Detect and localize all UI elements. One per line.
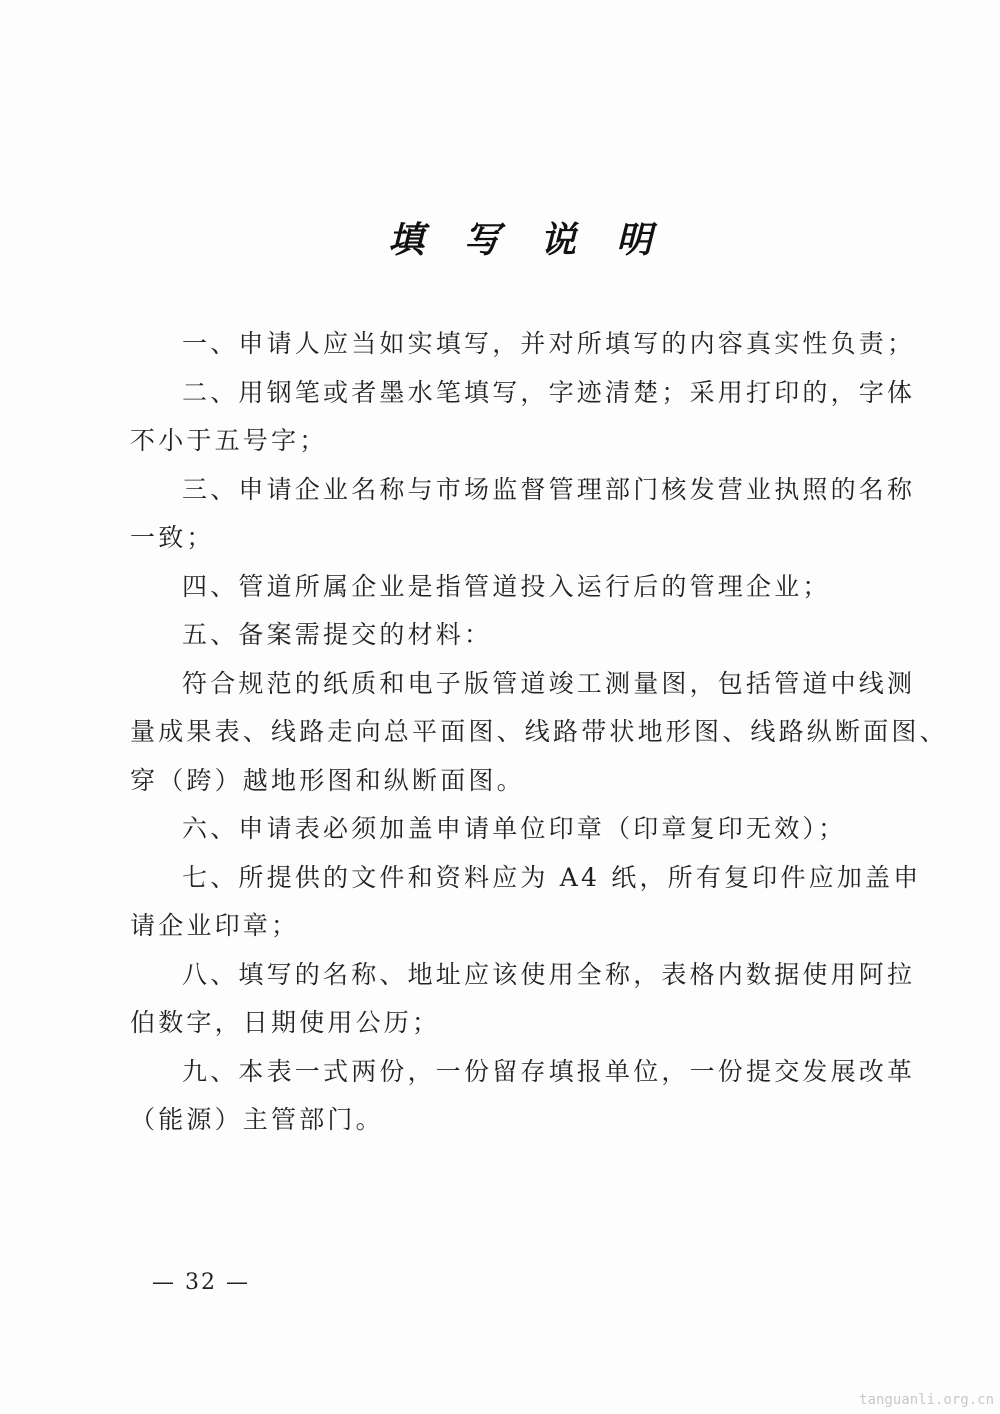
text-line: 穿（跨）越地形图和纵断面图。 bbox=[130, 765, 525, 795]
text-line: 八、填写的名称、地址应该使用全称，表格内数据使用阿拉 bbox=[182, 959, 916, 989]
text-line: 一、申请人应当如实填写，并对所填写的内容真实性负责； bbox=[182, 329, 916, 358]
text-line: （能源）主管部门。 bbox=[130, 1105, 384, 1134]
text-line: 四、管道所属企业是指管道投入运行后的管理企业； bbox=[182, 571, 831, 601]
watermark: tanguanli.org.cn bbox=[859, 1392, 994, 1408]
text-line: 一致； bbox=[130, 523, 215, 552]
text-line: 伯数字，日期使用公历； bbox=[130, 1008, 441, 1037]
text-line: 量成果表、线路走向总平面图、线路带状地形图、线路纵断面图、 bbox=[130, 717, 948, 746]
page-title: 填写说明 bbox=[387, 219, 692, 261]
text-line: 三、申请企业名称与市场监督管理部门核发营业执照的名称 bbox=[182, 474, 916, 504]
text-line: 符合规范的纸质和电子版管道竣工测量图，包括管道中线测 bbox=[182, 668, 916, 698]
text-line: 请企业印章； bbox=[130, 911, 300, 940]
page-number: — 32 — bbox=[152, 1270, 250, 1295]
text-line: 不小于五号字； bbox=[130, 426, 328, 455]
text-line: 七、所提供的文件和资料应为 A4 纸，所有复印件应加盖申 bbox=[182, 862, 922, 892]
text-line: 二、用钢笔或者墨水笔填写，字迹清楚；采用打印的，字体 bbox=[182, 377, 916, 407]
text-line: 六、申请表必须加盖申请单位印章（印章复印无效）； bbox=[182, 814, 847, 843]
instructions-body bbox=[130, 320, 948, 1145]
text-line: 九、本表一式两份，一份留存填报单位，一份提交发展改革 bbox=[182, 1056, 916, 1086]
text-line: 五、备案需提交的材料： bbox=[182, 620, 493, 649]
